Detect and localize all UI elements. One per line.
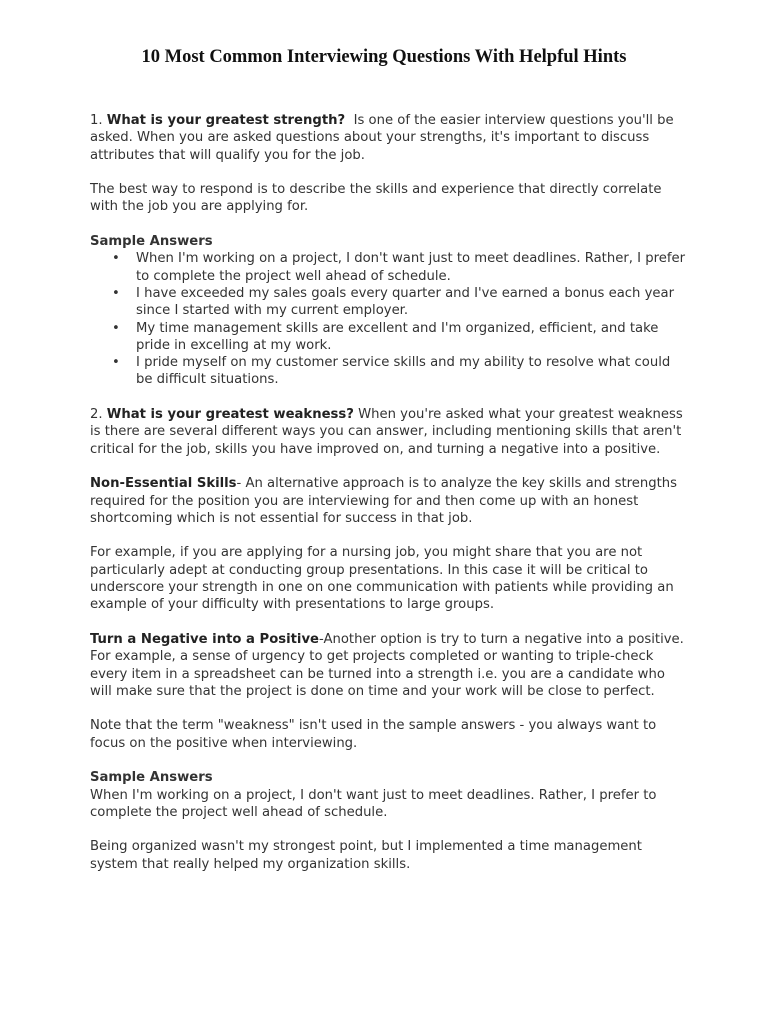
q2-number: 2.	[90, 407, 103, 423]
list-item	[112, 354, 690, 389]
document-body	[90, 112, 690, 890]
bullet-icon: •	[112, 285, 120, 301]
list-item	[112, 285, 690, 320]
q1-sample-list	[90, 250, 690, 388]
non-essential-text: - An alternative approach is to analyze the key skills and strengths required for the position you are interviewing for and then come up with an honest shortcoming which is not essential for success in that job.	[90, 476, 678, 526]
q1-number: 1.	[90, 113, 103, 128]
page-title: 10 Most Common Interviewing Questions With Helpful Hints	[141, 47, 627, 67]
list-item-text: I pride myself on my customer service skills and my ability to resolve what could be difficult situations.	[136, 355, 671, 388]
q1-best-way: The best way to respond is to describe the skills and experience that directly correlate with the job you are applying for.	[90, 182, 662, 215]
q1-intro: Is one of the easier interview questions you'll be asked. When you are asked questions about your strengths, it's important to discuss attributes that will qualify you for the job.	[90, 113, 674, 163]
non-essential-heading: Non-Essential Skills	[90, 476, 237, 492]
list-item-text: My time management skills are excellent and I'm organized, efficient, and take pride in excelling at my work.	[136, 320, 659, 353]
list-item-text: When I'm working on a project, I don't want just to meet deadlines. Rather, I prefer to complete the project well ahead of schedule.	[136, 251, 685, 284]
bullet-icon: •	[112, 320, 120, 336]
negative-positive-text: -Another option is try to turn a negative into a positive. For example, a sense of urgency to get projects completed or wanting to triple-check every item in a spreadsheet can be turned into a strength i.e. you are a candidate who will make sure that the project is done on time and your work will be close to perfect.	[90, 631, 684, 699]
bullet-icon: •	[112, 251, 120, 267]
q1-paragraph	[90, 112, 690, 164]
negative-positive-paragraph	[90, 631, 690, 700]
list-item	[112, 250, 690, 285]
list-item	[112, 320, 690, 355]
q1-sample-heading: Sample Answers	[90, 234, 213, 250]
note-paragraph: Note that the term "weakness" isn't used in the sample answers - you always want to focus on the positive when interviewing.	[90, 718, 657, 751]
non-essential-paragraph	[90, 475, 690, 527]
negative-positive-heading: Turn a Negative into a Positive	[90, 631, 319, 647]
q1-question: What is your greatest strength?	[106, 113, 346, 128]
q2-question: What is your greatest weakness?	[106, 407, 354, 423]
q2-sample-2: Being organized wasn't my strongest point, but I implemented a time management system that really helped my organization skills.	[90, 839, 642, 872]
bullet-icon: •	[112, 355, 120, 371]
q2-sample-heading: Sample Answers	[90, 770, 213, 786]
q2-sample-1: When I'm working on a project, I don't want just to meet deadlines. Rather, I prefer to complete the project well ahead of schedule.	[90, 787, 657, 820]
list-item-text: I have exceeded my sales goals every quarter and I've earned a bonus each year since I started with my current employer.	[136, 285, 675, 319]
example-paragraph: For example, if you are applying for a nursing job, you might share that you are not particularly adept at conducting group presentations. In this case it will be critical to underscore your strength in one on one communication with patients while providing an example of your difficulty with presentations to large groups.	[90, 545, 674, 613]
q2-paragraph	[90, 406, 690, 458]
q2-intro: When you're asked what your greatest weakness is there are several different ways you can answer, including mentioning skills that aren't critical for the job, skills you have improved on, and turning a negative into a positive.	[90, 407, 683, 457]
